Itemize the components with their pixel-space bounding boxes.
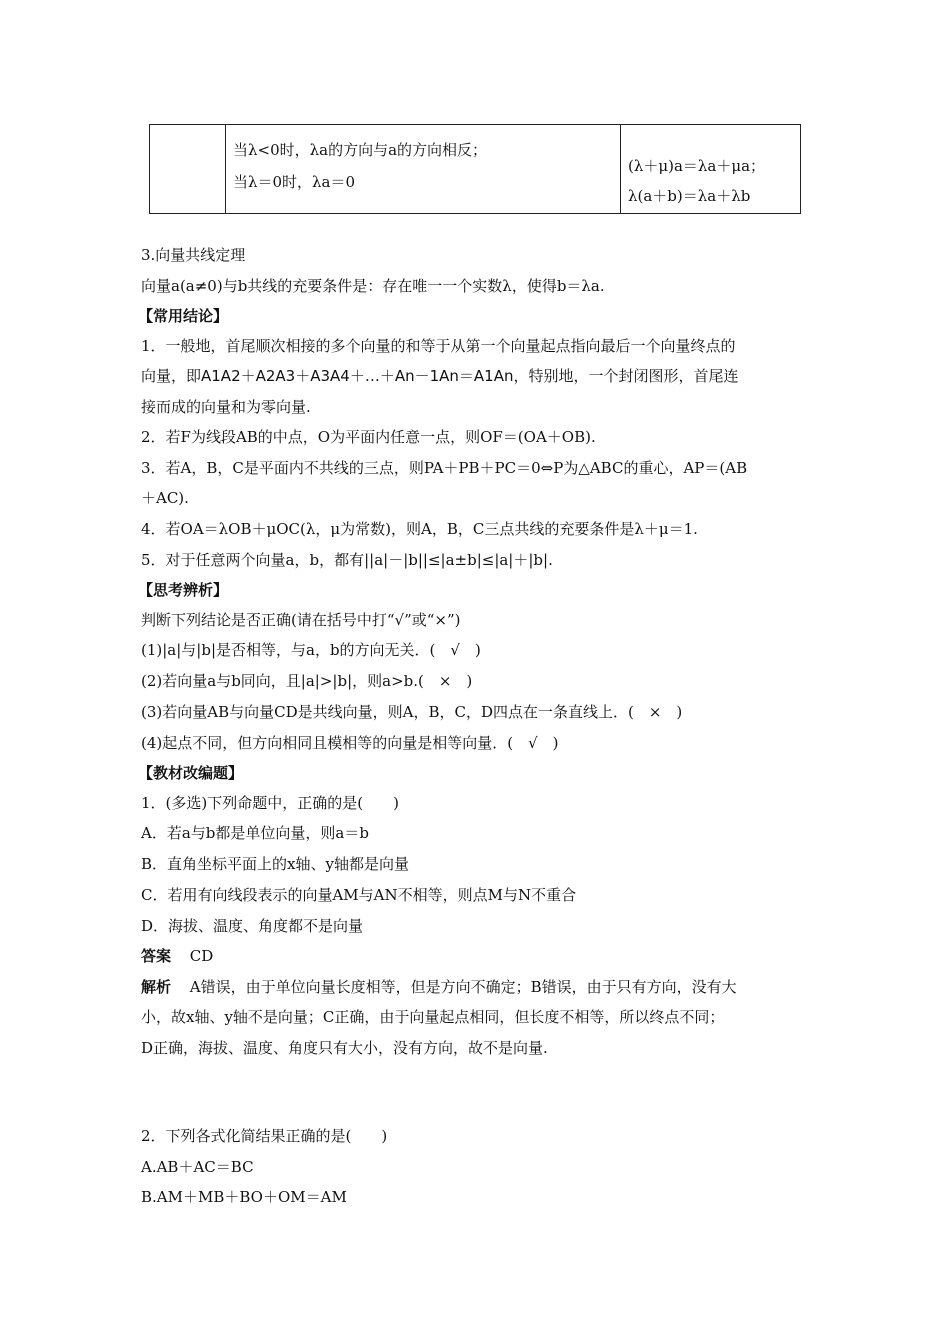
section-heading: 【常用结论】 bbox=[138, 307, 229, 325]
table-cell-text: (λ＋μ)a＝λa＋μa； bbox=[628, 157, 766, 175]
judgement-item: (4)起点不同，但方向相同且模相等的向量是相等向量．( √ ) bbox=[141, 734, 559, 752]
analysis-label: 解析 bbox=[141, 978, 172, 996]
table-column-divider bbox=[620, 125, 621, 213]
option: D．海拔、温度、角度都不是向量 bbox=[141, 917, 364, 935]
table-cell-text: 当λ<0时，λa的方向与a的方向相反； bbox=[233, 141, 488, 159]
analysis-text: D正确，海拔、温度、角度只有大小，没有方向，故不是向量. bbox=[141, 1039, 548, 1057]
answer-line bbox=[141, 946, 213, 966]
section-heading: 【思考辨析】 bbox=[138, 581, 229, 599]
option: C．若用有向线段表示的向量AM与AN不相等，则点M与N不重合 bbox=[141, 886, 577, 904]
judgement-item: (2)若向量a与b同向，且|a|>|b|，则a>b.( × ) bbox=[141, 672, 473, 690]
option: B．直角坐标平面上的x轴、y轴都是向量 bbox=[141, 855, 409, 873]
section-title: 3.向量共线定理 bbox=[141, 246, 246, 264]
paragraph: 2．若F为线段AB的中点，O为平面内任意一点，则OF＝(OA＋OB). bbox=[141, 428, 596, 446]
table-column-divider bbox=[225, 125, 226, 213]
paragraph: 判断下列结论是否正确(请在括号中打“√”或“×”) bbox=[141, 611, 461, 629]
paragraph: 向量a(a≠0)与b共线的充要条件是：存在唯一一个实数λ，使得b＝λa. bbox=[141, 277, 605, 295]
answer-label: 答案 bbox=[141, 947, 172, 965]
table-cell-text: λ(a＋b)＝λa＋λb bbox=[628, 187, 751, 205]
paragraph: 5．对于任意两个向量a，b，都有||a|－|b||≤|a±b|≤|a|＋|b|. bbox=[141, 551, 553, 569]
paragraph: 4．若OA＝λOB＋μOC(λ，μ为常数)，则A，B，C三点共线的充要条件是λ＋μ＝1. bbox=[141, 520, 698, 538]
paragraph: 3．若A，B，C是平面内不共线的三点，则PA＋PB＋PC＝0⇔P为△ABC的重心，AP＝(AB bbox=[141, 459, 748, 477]
judgement-item: (1)|a|与|b|是否相等，与a，b的方向无关．( √ ) bbox=[141, 641, 481, 659]
option: A．若a与b都是单位向量，则a＝b bbox=[141, 824, 369, 842]
option: A.AB＋AC＝BC bbox=[141, 1158, 254, 1176]
question: 1．(多选)下列命题中，正确的是( ) bbox=[141, 794, 399, 812]
question: 2．下列各式化简结果正确的是( ) bbox=[141, 1127, 388, 1145]
analysis-line bbox=[141, 977, 737, 997]
table-cell-text: 当λ＝0时，λa＝0 bbox=[233, 173, 356, 191]
analysis-text: 小，故x轴、y轴不是向量；C正确，由于向量起点相同，但长度不相等，所以终点不同； bbox=[141, 1008, 725, 1026]
section-heading: 【教材改编题】 bbox=[138, 764, 244, 782]
analysis-text: A错误，由于单位向量长度相等，但是方向不确定；B错误，由于只有方向，没有大 bbox=[189, 978, 737, 996]
option: B.AM＋MB＋BO＋OM＝AM bbox=[141, 1188, 347, 1206]
paragraph: 1．一般地，首尾顺次相接的多个向量的和等于从第一个向量起点指向最后一个向量终点的 bbox=[141, 337, 736, 355]
paragraph: 接而成的向量和为零向量. bbox=[141, 398, 311, 416]
paragraph: ＋AC). bbox=[141, 489, 189, 507]
judgement-item: (3)若向量AB与向量CD是共线向量，则A，B，C，D四点在一条直线上．( × ) bbox=[141, 703, 683, 721]
answer-value: CD bbox=[189, 947, 214, 965]
paragraph: 向量，即A1A2＋A2A3＋A3A4＋…＋An－1An＝A1An，特别地，一个封闭图形，首尾连 bbox=[141, 367, 739, 385]
